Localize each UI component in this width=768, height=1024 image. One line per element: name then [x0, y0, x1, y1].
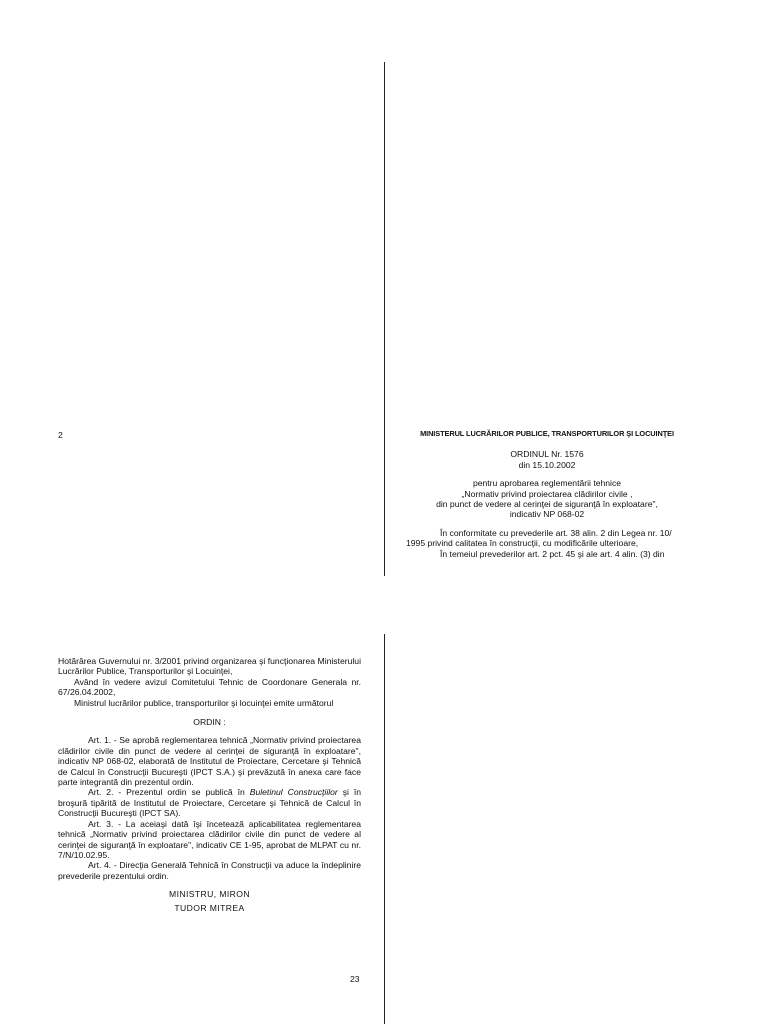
order-heading: ORDIN :	[193, 717, 226, 728]
page-number-bottom: 23	[350, 974, 360, 984]
article-2-publication: Buletinul Construcţiilor	[249, 787, 338, 798]
preamble-top	[406, 528, 688, 559]
preamble-paragraph: Având în vedere avizul Comitetului Tehnic de Coordonare Generala nr. 67/26.04.2002,	[58, 676, 361, 698]
signature-title: MINISTRU, MIRON	[169, 889, 250, 900]
subject-line: indicativ NP 068-02	[509, 509, 585, 520]
order-body	[58, 656, 361, 913]
article-4: Art. 4. - Direcţia Generală Tehnică în Construcţii va aduce la îndeplinire prevederile prezentului ordin.	[58, 860, 361, 881]
page-number-top-left: 2	[58, 430, 63, 440]
column-divider-bottom	[384, 634, 385, 1024]
column-divider-top	[384, 62, 385, 576]
subject-line: pentru aprobarea reglementării tehnice	[472, 478, 622, 489]
ministry-name: MINISTERUL LUCRĂRILOR PUBLICE, TRANSPORTURILOR ŞI LOCUINŢEI	[420, 429, 674, 438]
article-2	[58, 787, 361, 818]
article-2-text: Art. 2. - Prezentul ordin se publică în	[88, 787, 250, 798]
article-3: Art. 3. - La aceiaşi dată îşi încetează aplicabilitatea reglementarea tehnică „Normativ privind proiectarea clădirilor civile din punct de vedere al cerinţei de siguranţă în exploatare", indicativ CE 1-95, aprobat de MLPAT cu nr. 7/N/10.02.95.	[58, 818, 361, 860]
preamble-line: În temeiul prevederilor art. 2 pct. 45 şi ale art. 4 alin. (3) din	[440, 548, 665, 559]
article-1: Art. 1. - Se aprobă reglementarea tehnică „Normativ privind proiectarea clădirilor civile din punct de vedere al cerinţei de siguranţă în exploatare", indicativ NP 068-02, elaborată de Institutul de Proiectare, Cercetare şi Tehnică de Calcul în Construcţii Bucureşti (IPCT S.A.) şi prevăzută în anexa care face parte integrantă din prezentul ordin.	[58, 735, 361, 788]
order-subject	[406, 478, 688, 520]
signature-name: TUDOR MITREA	[174, 902, 245, 913]
preamble-line: În conformitate cu prevederile art. 38 alin. 2 din Legea nr. 10/	[440, 527, 672, 538]
preamble-paragraph: Hotărârea Guvernului nr. 3/2001 privind organizarea şi funcţionarea Ministerului Lucrărilor Publice, Transporturilor şi Locuinţei,	[58, 656, 361, 677]
order-date: din 15.10.2002	[518, 459, 576, 470]
order-header	[406, 429, 688, 559]
article-2-text-end: şi în broşură tipărită de Institutul de Proiectare, Cercetare şi Tehnică de Calcul în Construcţii Bucureşti (IPCT SA).	[58, 787, 362, 819]
order-title: ORDINUL Nr. 1576	[510, 449, 584, 460]
subject-line: din punct de vedere al cerinţei de siguranţă în exploatare",	[436, 499, 658, 510]
preamble-line: 1995 privind calitatea în construcţii, cu modificările ulterioare,	[406, 538, 639, 549]
preamble-paragraph: Ministrul lucrărilor publice, transporturilor şi locuinţei emite următorul	[74, 697, 334, 708]
subject-line: „Normativ privind proiectarea clădirilor civile ,	[461, 488, 633, 499]
